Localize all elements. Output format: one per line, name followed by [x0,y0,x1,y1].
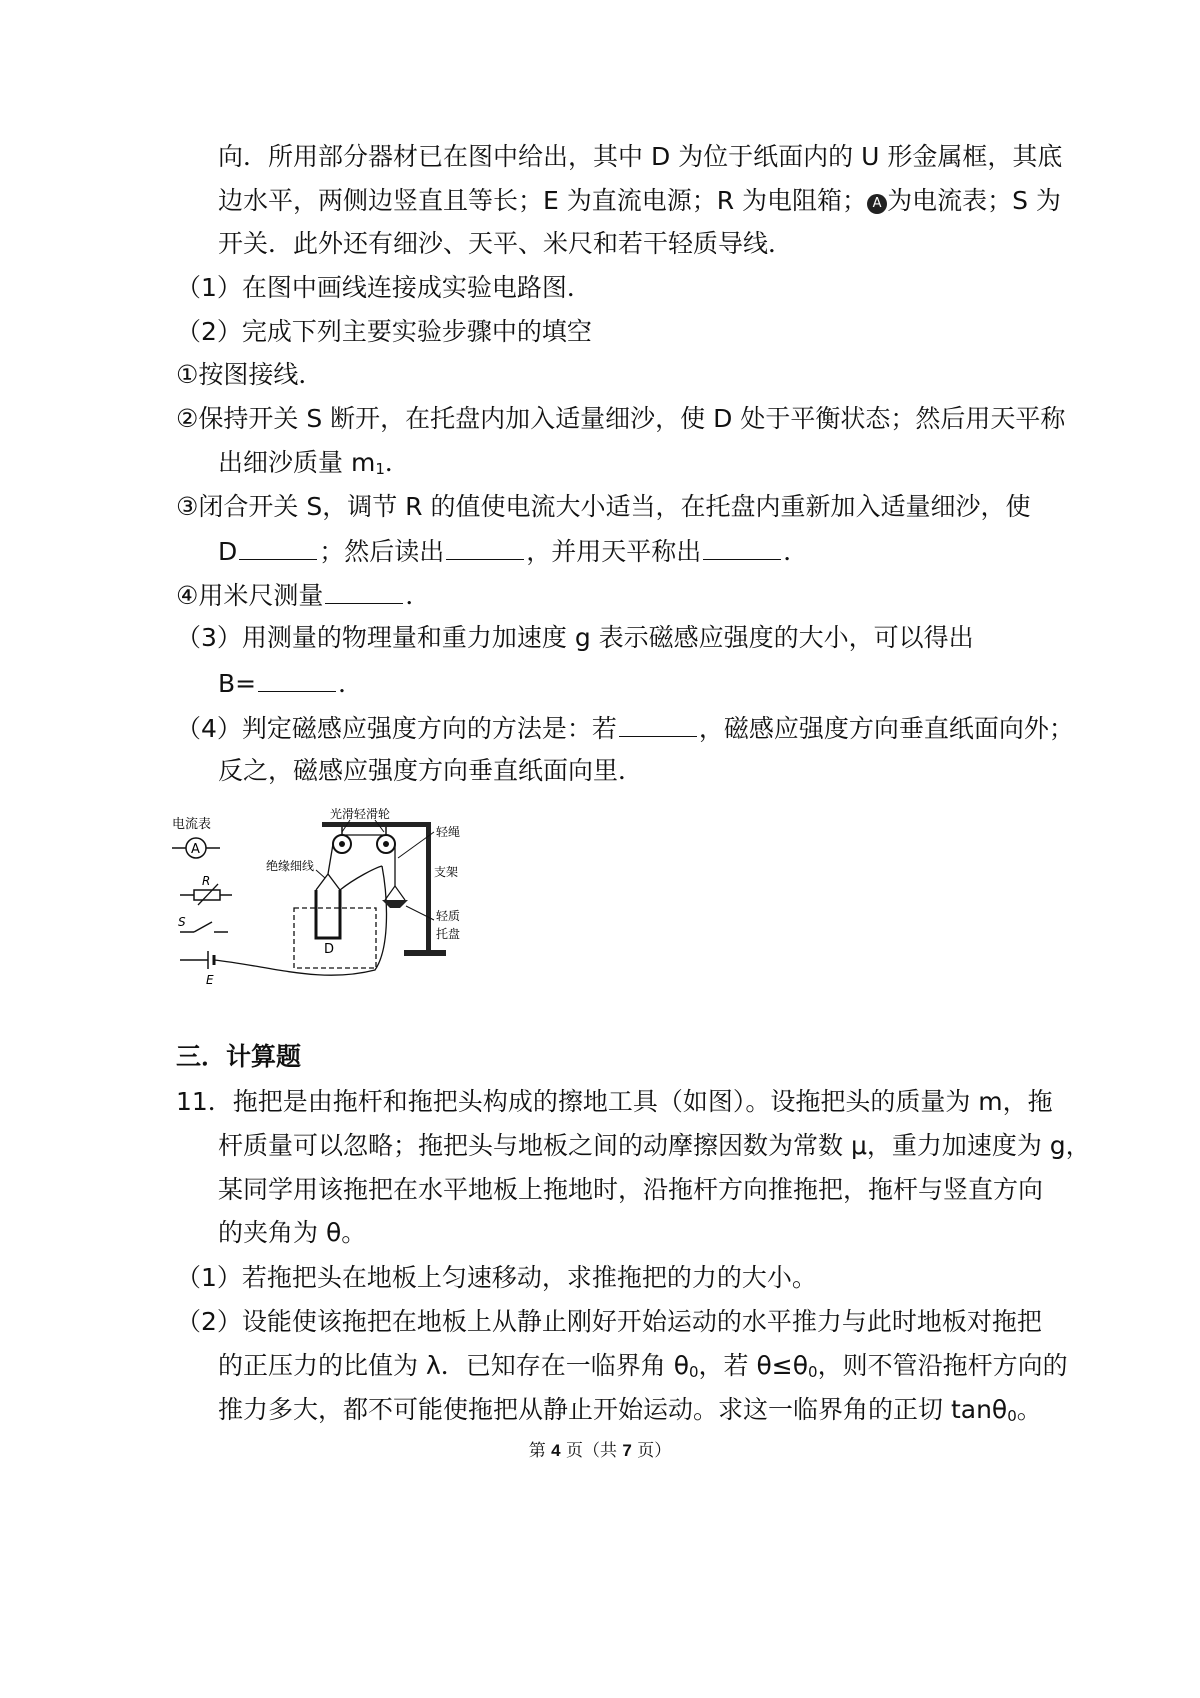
source-label: E [206,973,214,987]
stand-pole [426,822,431,954]
q2-sub-2: 0 [808,1363,818,1381]
step-3-weigh: ，并用天平称出 [526,537,702,566]
intro-line-2 [218,184,1061,218]
blank-4[interactable] [325,577,403,604]
footer-pre: 第 [528,1441,552,1461]
q2-text-5: 。 [1016,1395,1042,1424]
q2-text-1: 的正压力的比值为 λ．已知存在一临界角 θ [218,1351,689,1380]
question-3-end: ． [338,669,364,698]
step-4 [176,577,430,613]
q2-text-4: 推力多大，都不可能使拖把从静止开始运动。求这一临界角的正切 tanθ [218,1395,1008,1424]
step-2-subscript: 1 [375,460,385,478]
q2-sub-1: 0 [689,1363,699,1381]
stand-label: 支架 [434,865,459,879]
tray-label-2: 托盘 [436,927,461,941]
problem-11-line-4: 的夹角为 θ。 [218,1218,367,1247]
question-4-line-1 [176,710,1074,746]
problem-11-line-1: 11．拖把是由拖杆和拖把头构成的擦地工具（如图）。设拖把头的质量为 m，拖 [176,1087,1053,1116]
step-3-line-1: ③闭合开关 S，调节 R 的值使电流大小适当，在托盘内重新加入适量细沙，使 [176,492,1031,521]
switch-label: S [178,915,186,929]
u-frame-d [316,890,340,938]
thread-label: 绝缘细线 [266,859,315,873]
pulley-label: 光滑轻滑轮 [330,808,391,821]
question-3-b: B= [218,669,257,698]
problem-11-question-1: （1）若拖把头在地板上匀速移动，求推拖把的力的大小。 [176,1263,817,1292]
page-footer [0,1436,1200,1461]
blank-b[interactable] [258,665,336,692]
stand-base [404,950,446,956]
blank-3a[interactable] [239,533,317,560]
step-4-text: ④用米尺测量 [176,581,324,610]
footer-total: 7 [622,1441,632,1460]
frame-label: D [324,942,335,957]
question-4-text-2: ，磁感应强度方向垂直纸面向外； [698,714,1074,743]
step-3-d: D [218,537,238,566]
blank-3b[interactable] [446,533,524,560]
footer-mid: 页（共 [560,1441,623,1461]
step-3-end: ． [783,537,809,566]
step-4-end: ． [405,581,431,610]
blank-3c[interactable] [703,533,781,560]
experiment-figure [170,808,500,990]
problem-11-question-2-line-3 [218,1393,1042,1433]
step-3-read: ；然后读出 [319,537,445,566]
intro-line-3: 开关．此外还有细沙、天平、米尺和若干轻质导线． [218,229,794,258]
q2-text-2: ，若 θ≤θ [698,1351,809,1380]
step-2-text: 出细沙质量 m [218,448,376,477]
ammeter-symbol: A [191,842,200,857]
ammeter-icon: A [867,194,887,214]
intro-line-2-end: 为电流表；S 为 [887,186,1061,215]
step-2-line-1: ②保持开关 S 断开，在托盘内加入适量细沙，使 D 处于平衡状态；然后用天平称 [176,404,1066,433]
step-2-line-2 [218,446,410,486]
step-3-line-2 [218,533,808,569]
stand-beam [322,822,430,827]
question-3-line-1: （3）用测量的物理量和重力加速度 g 表示磁感应强度的大小，可以得出 [176,623,974,652]
tray-label-1: 轻质 [436,909,461,923]
question-4-line-2: 反之，磁感应强度方向垂直纸面向里． [218,756,644,785]
q2-text-3: ，则不管沿拖杆方向的 [817,1351,1068,1380]
intro-line-1: 向．所用部分器材已在图中给出，其中 D 为位于纸面内的 U 形金属框，其底 [218,142,1063,171]
problem-11-question-2-line-1: （2）设能使该拖把在地板上从静止刚好开始运动的水平推力与此时地板对拖把 [176,1307,1042,1336]
problem-11-question-2-line-2 [218,1349,1068,1389]
switch-symbol [194,922,212,932]
ammeter-label: 电流表 [172,817,212,832]
resistor-label: R [202,874,211,888]
question-2: （2）完成下列主要实验步骤中的填空 [176,317,592,346]
q2-sub-3: 0 [1007,1407,1017,1425]
problem-11-line-2: 杆质量可以忽略；拖把头与地板之间的动摩擦因数为常数 μ，重力加速度为 g， [218,1131,1091,1160]
problem-11-line-3: 某同学用该拖把在水平地板上拖地时，沿拖杆方向推拖把，拖杆与竖直方向 [218,1175,1044,1204]
step-2-end: ． [384,448,410,477]
section-title: 三．计算题 [176,1042,302,1071]
question-1: （1）在图中画线连接成实验电路图． [176,273,592,302]
question-3-line-2 [218,665,363,701]
intro-line-2-text: 边水平，两侧边竖直且等长；E 为直流电源；R 为电阻箱； [218,186,868,215]
blank-q4[interactable] [619,710,697,737]
rope-label: 轻绳 [436,825,461,839]
step-1: ①按图接线． [176,360,324,389]
question-4-text-1: （4）判定磁感应强度方向的方法是：若 [176,714,617,743]
footer-page: 4 [551,1441,561,1460]
footer-post: 页） [631,1441,672,1461]
